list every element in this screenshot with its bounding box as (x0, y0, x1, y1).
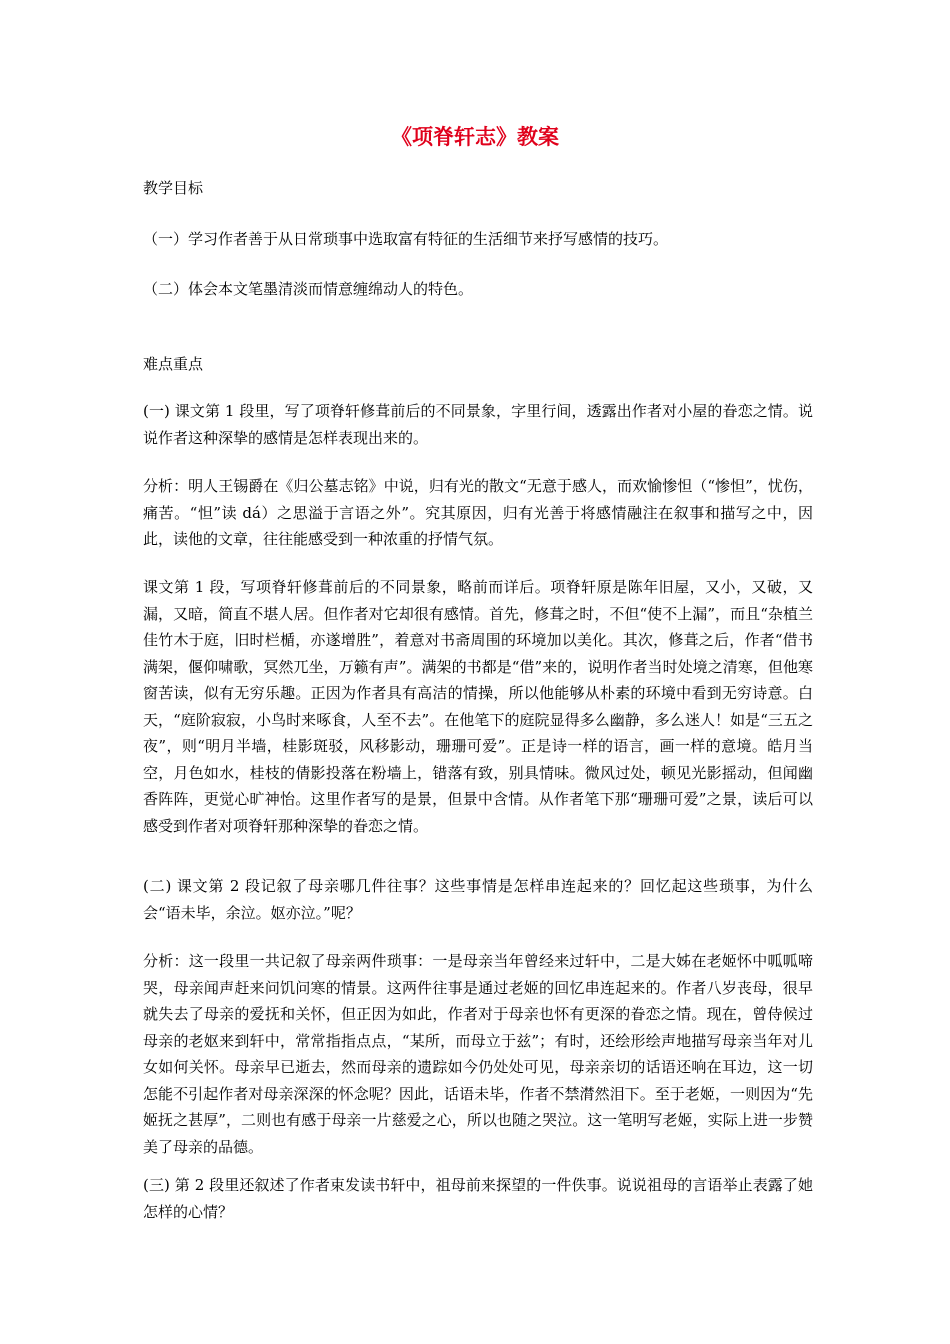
goal-item-1: （一）学习作者善于从日常琐事中选取富有特征的生活细节来抒写感情的技巧。 (143, 230, 669, 248)
document-title: 《项脊轩志》教案 (391, 124, 559, 149)
analysis-1: 分析：明人王锡爵在《归公墓志铭》中说，归有光的散文“无意于感人，而欢愉惨怛（“惨怛”，忧伤，痛苦。“怛”读 dá）之思溢于言语之外”。究其原因，归有光善于将感情融注在叙事和描写之中，因此，读他的文章，往往能感受到一种浓重的抒情气氛。 (143, 477, 813, 548)
section-heading-focus: 难点重点 (143, 355, 204, 373)
analysis-2: 分析：这一段里一共记叙了母亲两件琐事：一是母亲当年曾经来过轩中，二是大姊在老姬怀中呱呱啼哭，母亲闻声赶来问饥问寒的情景。这两件往事是通过老姬的回忆串连起来的。作者八岁丧母，很早就失去了母亲的爱抚和关怀，但正因为如此，作者对于母亲也怀有更深的眷恋之情。现在，曾侍候过母亲的老妪来到轩中，常常指指点点，“某所，而母立于兹”；有时，还绘形绘声地描写母亲当年对儿女如何关怀。母亲早已逝去，然而母亲的遗踪如今仍处处可见，母亲亲切的话语还响在耳边，这一切怎能不引起作者对母亲深深的怀念呢？因此，话语未毕，作者不禁潸然泪下。至于老姬，一则因为“先姬抚之甚厚”，二则也有感于母亲一片慈爱之心，所以也随之哭泣。这一笔明写老姬，实际上进一步赞美了母亲的品德。 (143, 952, 813, 1156)
question-2: (二) 课文第 2 段记叙了母亲哪几件往事？这些事情是怎样串连起来的？回忆起这些琐事，为什么会“语未毕，余泣。妪亦泣。”呢？ (143, 877, 813, 922)
analysis-1-detail: 课文第 1 段，写项脊轩修葺前后的不同景象，略前而详后。项脊轩原是陈年旧屋，又小，又破，又漏，又暗，简直不堪人居。但作者对它却很有感情。首先，修葺之时，不但“使不上漏”，而且“杂植兰佳竹木于庭，旧时栏楯，亦遂增胜”，着意对书斋周围的环境加以美化。其次，修葺之后，作者“借书满架，偃仰啸歌，冥然兀坐，万籁有声”。满架的书都是“借”来的，说明作者当时处境之清寒，但他寒窗苦读，似有无穷乐趣。正因为作者具有高洁的情操，所以他能够从朴素的环境中看到无穷诗意。白天，“庭阶寂寂，小鸟时来啄食，人至不去”。在他笔下的庭院显得多么幽静，多么迷人！如是“三五之夜”，则“明月半墙，桂影斑驳，风移影动，珊珊可爱”。正是诗一样的语言，画一样的意境。皓月当空，月色如水，桂枝的倩影投落在粉墙上，错落有致，别具情味。微风过处，顿见光影摇动，但闻幽香阵阵，更觉心旷神怡。这里作者写的是景，但景中含情。从作者笔下那“珊珊可爱”之景，读后可以感受到作者对项脊轩那种深挚的眷恋之情。 (143, 578, 813, 835)
question-1: (一) 课文第 1 段里，写了项脊轩修葺前后的不同景象，字里行间，透露出作者对小屋的眷恋之情。说说作者这种深挚的感情是怎样表现出来的。 (143, 402, 813, 447)
section-heading-goals: 教学目标 (143, 179, 204, 197)
question-3: (三) 第 2 段里还叙述了作者束发读书轩中，祖母前来探望的一件佚事。说说祖母的言语举止表露了她怎样的心情？ (143, 1176, 813, 1221)
goal-item-2: （二）体会本文笔墨清淡而情意缠绵动人的特色。 (143, 280, 474, 298)
